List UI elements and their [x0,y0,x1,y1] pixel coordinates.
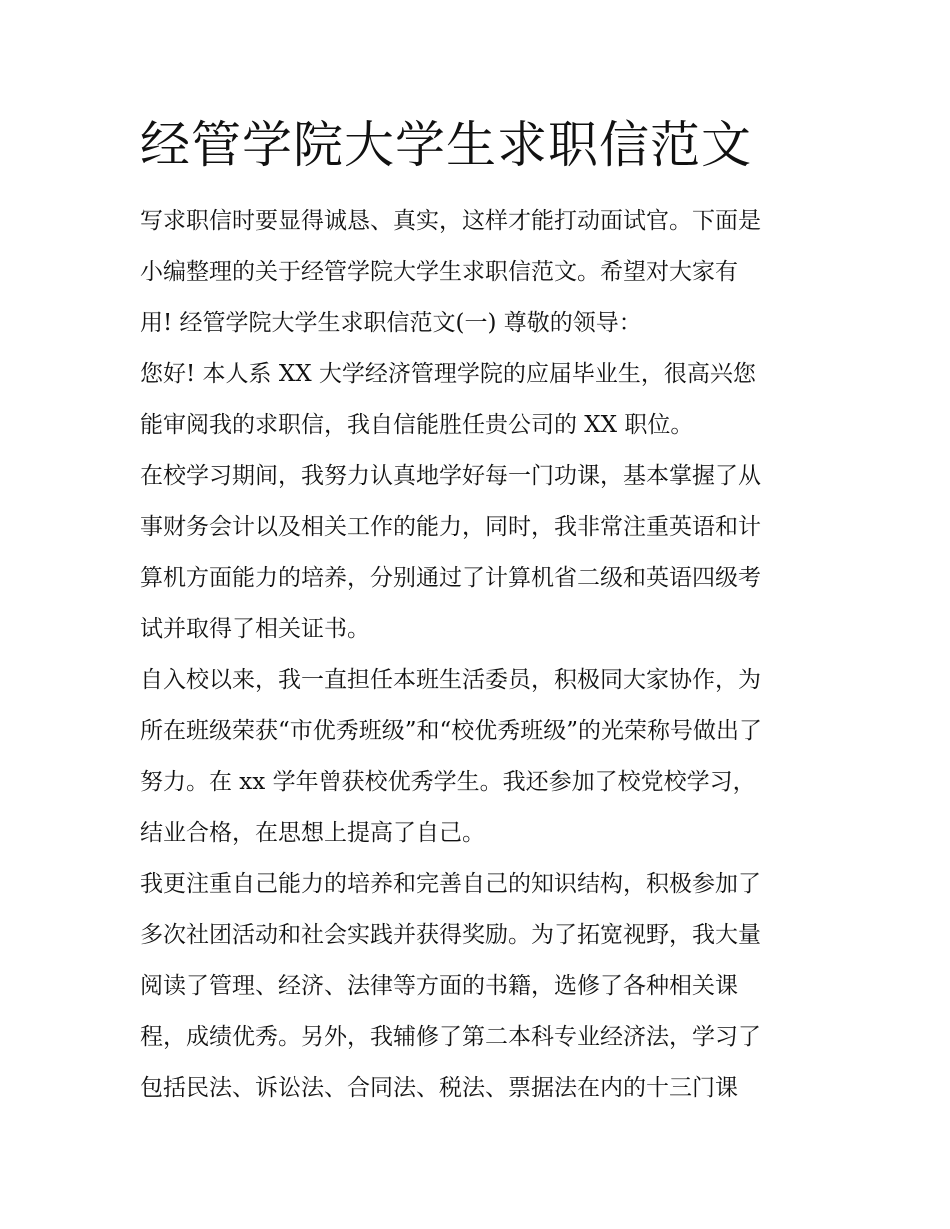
body-line: 试并取得了相关证书。 [140,616,370,642]
body-line: 小编整理的关于经管学院大学生求职信范文。希望对大家有 [140,259,738,285]
body-line: 在校学习期间，我努力认真地学好每一门功课，基本掌握了从 [140,463,761,489]
body-line: 我更注重自己能力的培养和完善自己的知识结构，积极参加了 [140,871,761,897]
body-line: 阅读了管理、经济、法律等方面的书籍，选修了各种相关课 [140,973,738,999]
body-line: 您好! 本人系 XX 大学经济管理学院的应届毕业生，很高兴您 [140,361,756,387]
body-line: 算机方面能力的培养，分别通过了计算机省二级和英语四级考 [140,565,761,591]
body-line: 事财务会计以及相关工作的能力，同时，我非常注重英语和计 [140,514,761,540]
body-line: 努力。在 xx 学年曾获校优秀学生。我还参加了校党校学习， [140,769,756,795]
body-line: 结业合格，在思想上提高了自己。 [140,820,485,846]
body-line: 写求职信时要显得诚恳、真实，这样才能打动面试官。下面是 [140,208,761,234]
body-line: 能审阅我的求职信，我自信能胜任贵公司的 XX 职位。 [140,412,694,438]
body-line: 自入校以来，我一直担任本班生活委员，积极同大家协作，为 [140,667,761,693]
body-line: 包括民法、诉讼法、合同法、税法、票据法在内的十三门课 [140,1075,738,1101]
body-line: 多次社团活动和社会实践并获得奖励。为了拓宽视野，我大量 [140,922,761,948]
body-line: 用! 经管学院大学生求职信范文(一) 尊敬的领导： [140,310,642,336]
body-line: 所在班级荣获“市优秀班级”和“校优秀班级”的光荣称号做出了 [140,718,763,744]
body-line: 程，成绩优秀。另外，我辅修了第二本科专业经济法，学习了 [140,1024,761,1050]
document-title: 经管学院大学生求职信范文 [140,116,752,174]
document-body [140,196,830,1114]
